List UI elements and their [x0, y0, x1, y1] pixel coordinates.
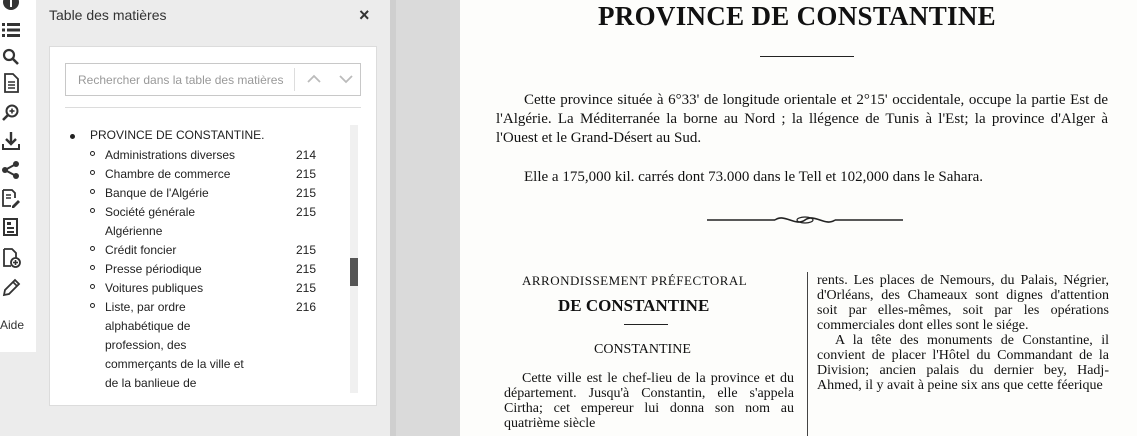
circle-bullet-icon: [90, 151, 95, 156]
toc-scrollbar[interactable]: [350, 125, 358, 393]
toc-entry-label[interactable]: Crédit foncier: [105, 243, 177, 257]
column-1-text: Cette ville est le chef-lieu de la province et du département. Jusqu'à Constantin, elle s'appela Cirtha; cet empereur lui donna son nom au quatrième siècle: [504, 371, 794, 431]
list-icon[interactable]: [1, 20, 23, 42]
toc-entry-page: 215: [296, 167, 317, 181]
column-2-text-b: A la tête des monuments de Constantine, il convient de placer l'Hôtel du Commandant de la Division; ancien palais du dernier bey, Hadj-Ahmed, il y avait à peine six ans que cette féerique: [817, 333, 1109, 393]
bullet-icon: [70, 134, 75, 139]
info-icon[interactable]: [1, 0, 23, 14]
document-icon[interactable]: [1, 73, 23, 95]
toc-entry-label[interactable]: Société générale Algérienne: [105, 205, 196, 238]
toc-entry-label[interactable]: Banque de l'Algérie: [105, 186, 209, 200]
title-rule: [760, 56, 854, 57]
toc-root-label[interactable]: PROVINCE DE CONSTANTINE.: [90, 128, 265, 142]
toc-entry-page: 215: [296, 205, 317, 219]
download-icon[interactable]: [1, 131, 23, 153]
column-2-text-a: rents. Les places de Nemours, du Palais, Négrier, d'Orléans, des Chameaux sont dignes d'attention soit par elles-mêmes, soit par les opérations commerciales dont elles sont le siége.: [817, 273, 1109, 333]
circle-bullet-icon: [90, 265, 95, 270]
left-toolbar: [0, 0, 36, 352]
pencil-icon[interactable]: [1, 278, 23, 300]
toc-search-input[interactable]: [66, 64, 294, 95]
section-heading-constantine: DE CONSTANTINE: [558, 296, 710, 315]
chevron-up-icon[interactable]: [306, 71, 322, 87]
toc-divider: [65, 107, 361, 108]
subsection-heading-constantine: CONSTANTINE: [594, 342, 691, 357]
viewer-splitter[interactable]: [390, 0, 396, 436]
circle-bullet-icon: [90, 189, 95, 194]
circle-bullet-icon: [90, 303, 95, 308]
toc-entry-label[interactable]: Chambre de commerce: [105, 167, 231, 181]
toc-entry-page: 215: [296, 281, 317, 295]
ornament-divider: [705, 211, 905, 229]
toc-panel-title: Table des matières: [49, 7, 167, 23]
toc-entry-label[interactable]: Presse périodique: [105, 262, 202, 276]
toc-tree: [65, 125, 335, 397]
toc-entry-page: 215: [296, 262, 317, 276]
document-viewer: [390, 0, 1137, 436]
help-link[interactable]: Aide: [0, 318, 25, 332]
close-panel-button[interactable]: ×: [359, 5, 370, 25]
toc-entry-label[interactable]: Administrations diverses: [105, 148, 236, 162]
section-heading-arrondissement: ARRONDISSEMENT PRÉFECTORAL: [522, 273, 748, 288]
bookmark-icon[interactable]: [1, 217, 23, 239]
toc-entry-page: 215: [296, 186, 317, 200]
zoom-icon[interactable]: [1, 103, 23, 125]
toc-entry-page: 215: [296, 243, 317, 257]
toc-entry-label[interactable]: Voitures publiques: [105, 281, 204, 295]
toc-scrollbar-thumb[interactable]: [350, 258, 358, 286]
circle-bullet-icon: [90, 284, 95, 289]
toc-entry-page: 214: [296, 148, 317, 162]
add-document-icon[interactable]: [1, 248, 23, 270]
search-separator: [294, 68, 295, 91]
toc-entry-page: 216: [296, 300, 317, 314]
column-divider: [807, 272, 808, 436]
cite-icon[interactable]: [1, 188, 23, 210]
document-paragraph-2: Elle a 175,000 kil. carrés dont 73.000 dans le Tell et 102,000 dans le Sahara.: [524, 169, 983, 185]
circle-bullet-icon: [90, 208, 95, 213]
toc-search-box: [65, 63, 361, 96]
section-rule: [624, 324, 668, 325]
document-page: [460, 0, 1137, 436]
circle-bullet-icon: [90, 246, 95, 251]
circle-bullet-icon: [90, 170, 95, 175]
toc-card: [49, 46, 377, 406]
column-2: [817, 273, 1109, 393]
toc-entry-label[interactable]: Liste, par ordre alphabétique de profession, des commerçants de la ville et de la banlieue de: [105, 300, 244, 390]
document-paragraph-1: Cette province située à 6°33' de longitude orientale et 2°15' occidentale, occupe la partie Est de l'Algérie. La Méditerranée la borne au Nord ; la llégence de Tunis à l'Est; la province d'Alger à l'Ouest et le Grand-Désert au Sud.: [496, 92, 1108, 146]
share-icon[interactable]: [1, 160, 23, 182]
chevron-down-icon[interactable]: [338, 71, 354, 87]
search-icon[interactable]: [1, 47, 23, 69]
document-title: PROVINCE DE CONSTANTINE: [598, 1, 996, 31]
toc-panel: [36, 0, 390, 436]
